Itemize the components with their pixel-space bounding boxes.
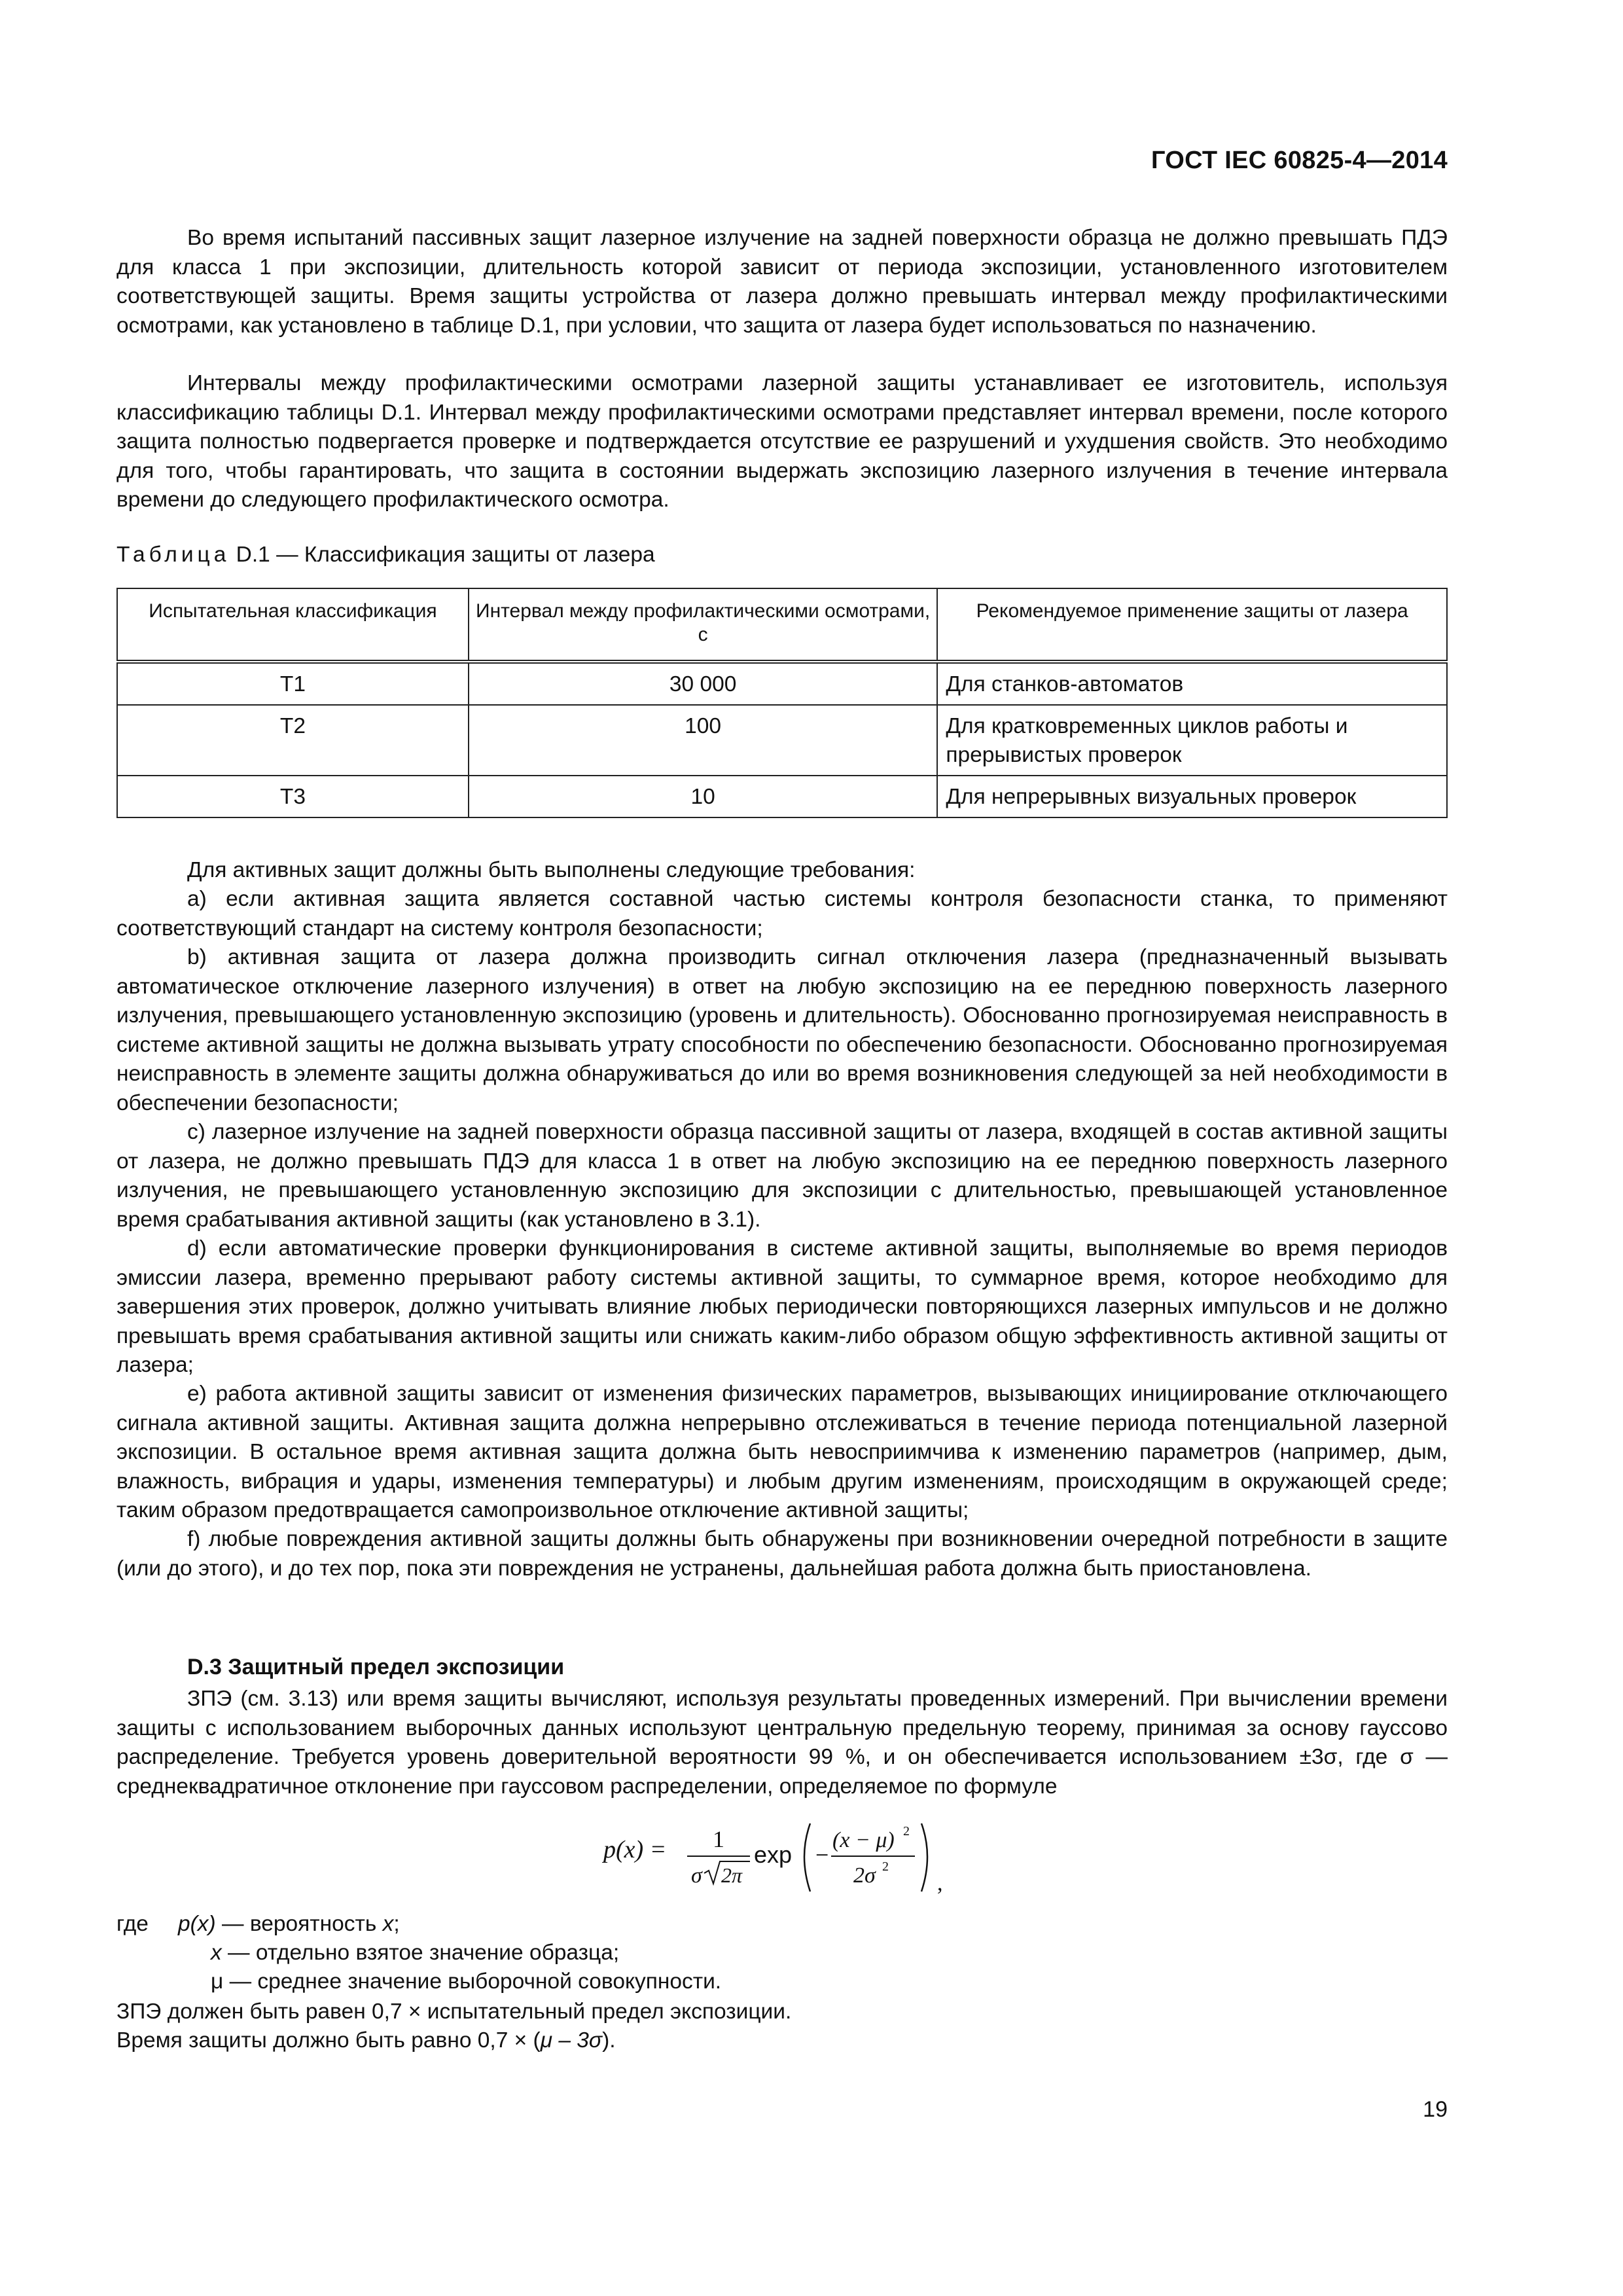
conclusion-time-prefix: Время защиты должно быть равно 0,7 × (: [116, 2028, 541, 2053]
table-header-interval: Интервал между профилактическими осмотрами, с: [469, 588, 937, 662]
formula-inner-numerator-power: 2: [903, 1824, 910, 1839]
table-header-row: [117, 588, 1447, 662]
section-heading-d3: D.3 Защитный предел экспозиции: [187, 1655, 565, 1679]
formula-sigma: σ: [691, 1863, 702, 1888]
table-cell-class: Т1: [117, 662, 469, 705]
where-text-probability: — вероятность: [215, 1912, 383, 1936]
table-cell-application: Для станков-автоматов: [937, 662, 1447, 705]
where-text-semicolon: ;: [393, 1912, 400, 1936]
conclusion-time-expression: μ – 3σ: [540, 2028, 603, 2053]
paragraph-active-requirements-intro: Для активных защит должны быть выполнены следующие требования:: [187, 858, 916, 882]
table-cell-interval: 10: [469, 776, 937, 817]
document-header-standard-id: ГОСТ IEC 60825-4—2014: [1150, 147, 1448, 174]
requirement-item-f: f) любые повреждения активной защиты должны быть обнаружены при возникновении очередной потребности в защите (или до этого), и до тех пор, пока эти повреждения не устранены, дальнейшая работа должна быть приостановлена.: [116, 1527, 1448, 1581]
requirement-item-b: b) активная защита от лазера должна производить сигнал отключения лазера (предназначенный вызывать автоматическое отключение лазерного излучения) в ответ на любую экспозицию на ее переднюю поверхность лазерного излучения, превышающего установленную экспозицию (уровень и длительность). Обоснованно прогнозируемая неисправность в системе активной защиты не должна вызывать утрату способности по обеспечению безопасности. Обоснованно прогнозируемая неисправность в элементе защиты должна обнаруживаться до или во время возникновения следующей за ней необходимости в обеспечении безопасности;: [116, 945, 1448, 1115]
page-number: 19: [1423, 2097, 1448, 2122]
table-row: [117, 662, 1447, 705]
where-label: где: [116, 1912, 149, 1936]
where-line-sample: [211, 1939, 619, 1967]
where-symbol-x-inline: x: [382, 1912, 394, 1936]
table-cell-interval: 30 000: [469, 662, 937, 705]
table-caption-label: Таблица: [116, 543, 230, 567]
formula-lhs: p(x) =: [603, 1836, 667, 1863]
table-row: [117, 705, 1447, 776]
where-line-mean: [211, 1967, 721, 1996]
formula-left-paren: [804, 1823, 810, 1892]
paragraph-protection-limit: ЗПЭ (см. 3.13) или время защиты вычисляют, используя результаты проведенных измерений. При вычислении времени защиты с использованием выборочных данных используют центральную предельную теорему, принимая за основу гауссово распределение. Требуется уровень доверительной вероятности 99 %, и он обеспечивается использованием ±3σ, где σ — среднеквадратичное отклонение при гауссовом распределении, определяемое по формуле: [116, 1687, 1448, 1799]
conclusion-protection-time: [116, 2026, 616, 2055]
formula-numerator: 1: [713, 1826, 724, 1852]
table-cell-class: Т3: [117, 776, 469, 817]
formula-inner-denominator: 2σ: [853, 1863, 876, 1888]
table-header-application: Рекомендуемое применение защиты от лазера: [937, 588, 1447, 662]
formula-inner-denominator-power: 2: [882, 1859, 889, 1874]
table-cell-class: Т2: [117, 705, 469, 776]
where-symbol-px: p(x): [178, 1912, 216, 1936]
where-text-sample: — отдельно взятое значение образца;: [221, 1941, 620, 1965]
table-cell-interval: 100: [469, 705, 937, 776]
table-caption: [116, 541, 655, 569]
table-header-classification: Испытательная классификация: [117, 588, 469, 662]
where-symbol-x: x: [211, 1941, 222, 1965]
formula-minus: −: [815, 1842, 829, 1868]
formula-sqrt-arg: 2π: [721, 1863, 743, 1887]
conclusion-time-suffix: ).: [602, 2028, 616, 2053]
where-text-mean: — среднее значение выборочной совокупности.: [223, 1969, 722, 1994]
formula-right-paren: [921, 1823, 927, 1892]
where-symbol-mu: μ: [211, 1969, 224, 1994]
classification-table: [116, 588, 1448, 818]
requirement-item-d: d) если автоматические проверки функционирования в системе активной защиты, выполняемые во время периодов эмиссии лазера, временно прерывают работу системы активной защиты, то суммарное время, которое необходимо для завершения этих проверок, должно учитывать влияние любых периодически повторяющихся лазерных импульсов и не должно превышать время срабатывания активной защиты или снижать каким-либо образом общую эффективность активной защиты от лазера;: [116, 1236, 1448, 1377]
table-row: [117, 776, 1447, 817]
formula-inner-numerator: (x − μ): [832, 1828, 895, 1852]
requirement-item-a: a) если активная защита является составной частью системы контроля безопасности станка, то применяют соответствующий стандарт на систему контроля безопасности;: [116, 887, 1448, 941]
gaussian-formula: [602, 1817, 969, 1895]
paragraph-inspection-intervals: Интервалы между профилактическими осмотрами лазерной защиты устанавливает ее изготовитель, используя классификацию таблицы D.1. Интервал между профилактическими осмотрами представляет интервал времени, после которого защита полностью подвергается проверке и подтверждается отсутствие ее разрушений и ухудшения свойств. Это необходимо для того, чтобы гарантировать, что защита в состоянии выдержать экспозицию лазерного излучения в течение интервала времени до следующего профилактического осмотра.: [116, 371, 1448, 512]
formula-exp: exp: [754, 1841, 793, 1868]
table-cell-application: Для непрерывных визуальных проверок: [937, 776, 1447, 817]
requirement-item-c: c) лазерное излучение на задней поверхности образца пассивной защиты от лазера, входящей в состав активной защиты от лазера, не должно превышать ПДЭ для класса 1 в ответ на любую экспозицию на ее переднюю поверхность лазерного излучения, не превышающего установленную экспозицию для экспозиции с длительностью, превышающей установленное время срабатывания активной защиты (как установлено в 3.1).: [116, 1120, 1448, 1232]
paragraph-passive-protection: Во время испытаний пассивных защит лазерное излучение на задней поверхности образца не должно превышать ПДЭ для класса 1 при экспозиции, длительность которой зависит от периода экспозиции, установленного изготовителем соответствующей защиты. Время защиты устройства от лазера должно превышать интервал между профилактическими осмотрами, как установлено в таблице D.1, при условии, что защита от лазера будет использоваться по назначению.: [116, 226, 1448, 338]
formula-comma: ,: [937, 1871, 943, 1895]
conclusion-limit: ЗПЭ должен быть равен 0,7 × испытательный предел экспозиции.: [116, 2000, 792, 2024]
requirement-item-e: e) работа активной защиты зависит от изменения физических параметров, вызывающих инициирование отключающего сигнала активной защиты. Активная защита должна непрерывно отслеживаться в течение периода потенциальной лазерной экспозиции. В остальное время активная защита должна быть невосприимчива к изменению параметров (например, дым, влажность, вибрация и удары, изменения температуры) и любым другим изменениям, происходящим в окружающей среде; таким образом предотвращается самопроизвольное отключение активной защиты;: [116, 1382, 1448, 1522]
table-cell-application: Для кратковременных циклов работы и прерывистых проверок: [937, 705, 1447, 776]
where-line-probability: [178, 1910, 400, 1939]
table-caption-text: D.1 — Классификация защиты от лазера: [236, 543, 655, 567]
